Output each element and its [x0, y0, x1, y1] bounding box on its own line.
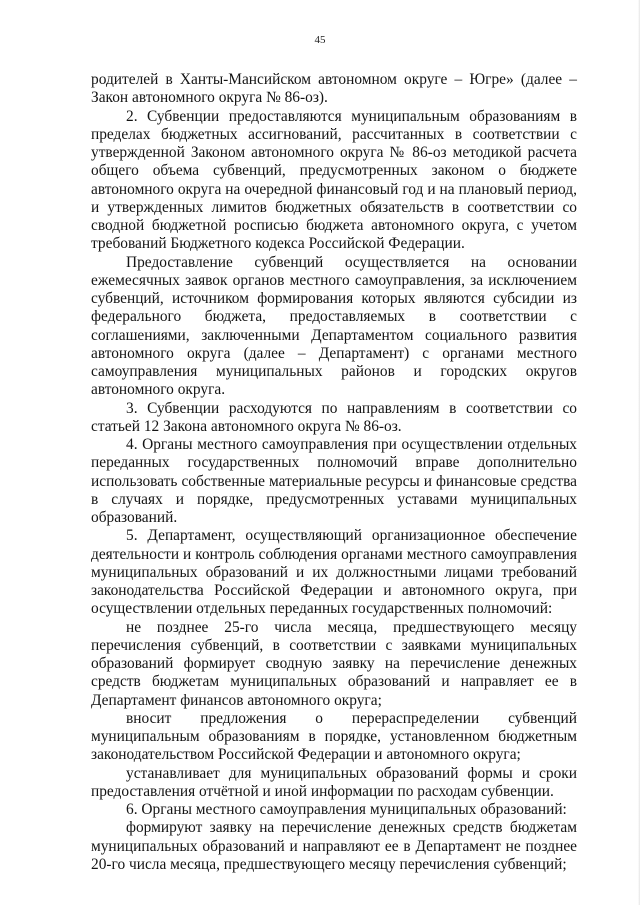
- paragraph-item-6-duty-request: формируют заявку на перечисление денежных средств бюджетам муниципальных образований и направляют ее в Департамент не позднее 20-го числа месяца, предшествующего месяцу перечисления субвенций;: [91, 819, 577, 873]
- paragraph-item-5-duty-request: не позднее 25-го числа месяца, предшествующего месяцу перечисления субвенций, в соответствии с заявками муниципальных образований формирует сводную заявку на перечисление денежных средств бюджетам муниципальных образований и направляет ее в Департамент финансов автономного округа;: [91, 618, 577, 709]
- paragraph-continuation: родителей в Ханты-Мансийском автономном округе – Югре» (далее – Закон автономного округа № 86-оз).: [91, 71, 577, 107]
- paragraph-item-4: 4. Органы местного самоуправления при осуществлении отдельных переданных государственных полномочий вправе дополнительно использовать собственные материальные ресурсы и финансовые средства в случаях и порядке, предусмотренных уставами муниципальных образований.: [91, 436, 577, 526]
- paragraph-item-6: 6. Органы местного самоуправления муниципальных образований:: [126, 801, 567, 818]
- paragraph-item-5-duty-forms: устанавливает для муниципальных образований формы и сроки предоставления отчётной и иной информации по расходам субвенции.: [91, 764, 577, 800]
- paragraph-item-5: 5. Департамент, осуществляющий организационное обеспечение деятельности и контроль соблюдения органами местного самоуправления муниципальных образований и их должностными лицами требований законодательства Российской Федерации и автономного округа, при осуществлении отдельных переданных государственных полномочий:: [91, 527, 577, 618]
- page-number: 45: [314, 34, 326, 46]
- document-body: [91, 71, 577, 874]
- paragraph-provision-basis: Предоставление субвенций осуществляется на основании ежемесячных заявок органов местного самоуправления, за исключением субвенций, источником формирования которых являются субсидии из федерального бюджета, предоставляемых в соответствии с соглашениями, заключенными Департаментом социального развития автономного округа (далее – Департамент) с органами местного самоуправления муниципальных районов и городских округов автономного округа.: [91, 253, 577, 399]
- paragraph-item-3: 3. Субвенции расходуются по направлениям в соответствии со статьей 12 Закона автономного округа № 86-оз.: [91, 399, 577, 435]
- paragraph-item-2: 2. Субвенции предоставляются муниципальным образованиям в пределах бюджетных ассигнований, рассчитанных в соответствии с утвержденной Законом автономного округа № 86-оз методикой расчета общего объема субвенций, предусмотренных законом о бюджете автономного округа на очередной финансовый год и на плановый период, и утвержденных лимитов бюджетных обязательств в соответствии со сводной бюджетной росписью бюджета автономного округа, с учетом требований Бюджетного кодекса Российской Федерации.: [91, 107, 577, 253]
- paragraph-item-5-duty-proposals: вносит предложения о перераспределении субвенций муниципальным образованиям в порядке, установленном бюджетным законодательством Российской Федерации и автономного округа;: [91, 709, 577, 764]
